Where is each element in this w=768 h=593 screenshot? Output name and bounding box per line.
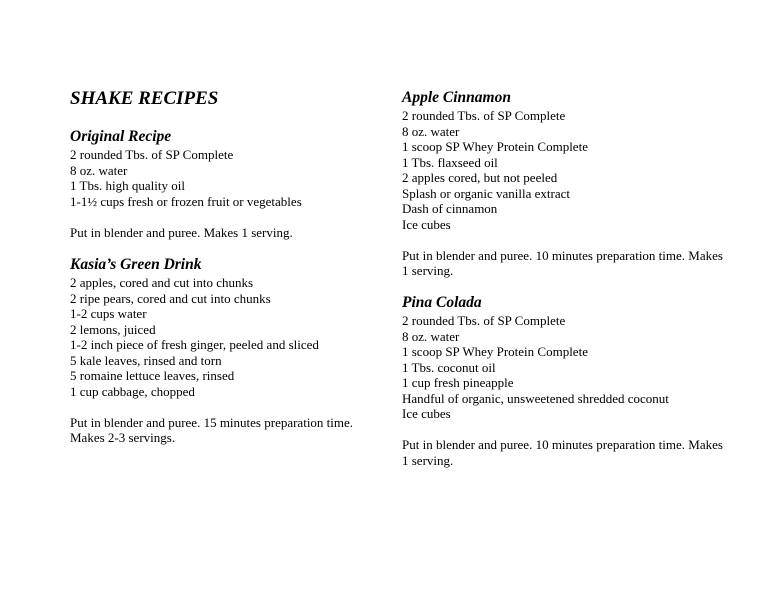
ingredient-item: 8 oz. water — [70, 162, 128, 178]
ingredient-item: 2 rounded Tbs. of SP Complete — [402, 313, 566, 328]
ingredient-list — [402, 313, 732, 422]
ingredient-item: Handful of organic, unsweetened shredded coconut — [402, 390, 669, 406]
recipe-instructions: Put in blender and puree. Makes 1 serving. — [70, 224, 293, 240]
ingredient-item: 2 rounded Tbs. of SP Complete — [402, 108, 566, 123]
ingredient-item: 1 cup fresh pineapple — [402, 375, 514, 390]
recipe-instructions: Put in blender and puree. 10 minutes preparation time. Makes 1 serving. — [402, 247, 723, 278]
recipe-instructions: Put in blender and puree. 15 minutes preparation time. Makes 2-3 servings. — [70, 414, 354, 445]
ingredient-item: Ice cubes — [402, 216, 451, 232]
page-title: SHAKE RECIPES — [70, 88, 219, 109]
recipe-kasias-green-drink — [70, 255, 390, 446]
recipe-apple-cinnamon — [402, 88, 732, 279]
ingredient-list — [70, 275, 390, 399]
ingredient-item: 2 lemons, juiced — [70, 321, 156, 337]
recipe-title: Kasia’s Green Drink — [70, 256, 202, 273]
ingredient-item: 8 oz. water — [402, 328, 460, 344]
ingredient-item: 1 scoop SP Whey Protein Complete — [402, 344, 588, 359]
ingredient-item: 1 Tbs. high quality oil — [70, 178, 185, 193]
recipe-original — [70, 127, 390, 240]
ingredient-item: 1 Tbs. flaxseed oil — [402, 154, 498, 170]
recipe-title: Apple Cinnamon — [402, 89, 511, 106]
ingredient-item: 5 kale leaves, rinsed and torn — [70, 352, 222, 368]
ingredient-list — [70, 147, 390, 209]
ingredient-item: 1-1½ cups fresh or frozen fruit or vegetables — [70, 193, 302, 209]
recipe-instructions: Put in blender and puree. 10 minutes preparation time. Makes 1 serving. — [402, 437, 723, 468]
recipe-pina-colada — [402, 293, 732, 468]
ingredient-item: 1 scoop SP Whey Protein Complete — [402, 139, 588, 154]
ingredient-item: 2 rounded Tbs. of SP Complete — [70, 147, 234, 162]
ingredient-item: 2 apples cored, but not peeled — [402, 170, 558, 185]
ingredient-item: 1-2 cups water — [70, 306, 147, 321]
ingredient-item: Splash or organic vanilla extract — [402, 185, 570, 201]
ingredient-item: 1-2 inch piece of fresh ginger, peeled and sliced — [70, 337, 319, 352]
ingredient-item: 5 romaine lettuce leaves, rinsed — [70, 368, 235, 383]
ingredient-item: 8 oz. water — [402, 123, 460, 139]
ingredient-item: 2 apples, cored and cut into chunks — [70, 275, 254, 290]
ingredient-item: 1 cup cabbage, chopped — [70, 383, 195, 399]
ingredient-list — [402, 108, 732, 232]
ingredient-item: 2 ripe pears, cored and cut into chunks — [70, 290, 271, 306]
ingredient-item: Ice cubes — [402, 406, 451, 421]
ingredient-item: 1 Tbs. coconut oil — [402, 359, 496, 375]
recipe-title: Original Recipe — [70, 128, 172, 145]
ingredient-item: Dash of cinnamon — [402, 201, 498, 216]
recipe-title: Pina Colada — [402, 294, 482, 311]
